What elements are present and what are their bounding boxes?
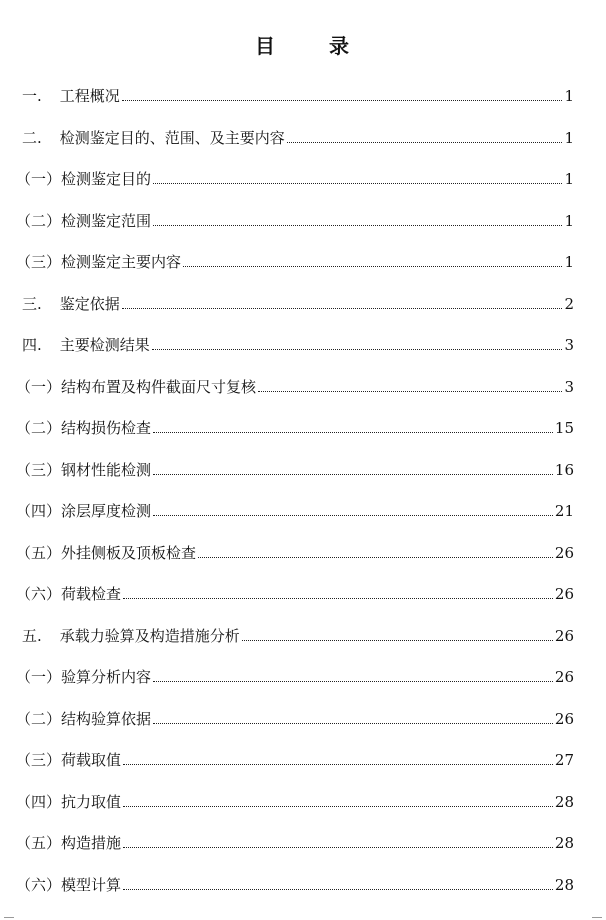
toc-dot-leader — [123, 889, 553, 890]
toc-page-number: 15 — [554, 419, 574, 437]
toc-page-number: 3 — [564, 377, 574, 396]
toc-entry-label — [16, 750, 122, 770]
toc-entry-number: （六） — [16, 875, 62, 894]
toc-entry[interactable] — [22, 78, 574, 106]
toc-page-number: 28 — [554, 875, 574, 894]
toc-page-number: 1 — [564, 128, 574, 147]
toc-entry[interactable] — [16, 742, 574, 770]
toc-entry-number: 五. — [22, 626, 42, 645]
toc-entry[interactable] — [22, 618, 574, 646]
title-char-left: 目 — [255, 34, 277, 58]
toc-entry-text: 结构损伤检查 — [61, 419, 152, 437]
toc-entry[interactable] — [16, 701, 574, 729]
toc-entry-label — [16, 377, 257, 397]
toc-entry-number: 三. — [22, 294, 42, 313]
page-corner-mark-left — [4, 917, 14, 918]
toc-entry[interactable] — [22, 327, 574, 355]
toc-page-number: 3 — [564, 336, 574, 354]
toc-entry-text: 结构布置及构件截面尺寸复核 — [61, 377, 257, 396]
toc-entry-number: （二） — [16, 419, 62, 437]
toc-entry[interactable] — [16, 244, 574, 272]
toc-entry-text: 荷载取值 — [61, 751, 122, 769]
toc-entry-number: （一） — [16, 668, 62, 686]
toc-entry-label — [22, 86, 120, 106]
toc-entry-text: 检测鉴定目的、范围、及主要内容 — [59, 128, 285, 147]
toc-dot-leader — [122, 308, 563, 309]
toc-entry-text: 主要检测结果 — [59, 336, 150, 354]
toc-entry-text: 钢材性能检测 — [61, 460, 152, 479]
toc-dot-leader — [122, 100, 563, 101]
toc-page-number: 26 — [554, 668, 574, 686]
toc-entry-text: 抗力取值 — [61, 792, 122, 811]
toc-page-number: 21 — [554, 502, 574, 520]
toc-entry-number: 二. — [22, 128, 42, 147]
toc-page-number: 2 — [564, 294, 574, 313]
toc-entry[interactable] — [16, 659, 574, 687]
toc-entry-label — [16, 875, 122, 895]
toc-dot-leader — [152, 349, 563, 350]
toc-entry[interactable] — [16, 369, 574, 397]
toc-page-number: 28 — [554, 834, 574, 852]
toc-entry-text: 承载力验算及构造措施分析 — [59, 626, 240, 645]
toc-entry-label — [16, 211, 152, 231]
toc-entry-label — [16, 792, 122, 812]
toc-entry[interactable] — [16, 535, 574, 563]
toc-dot-leader — [153, 474, 553, 475]
toc-page-number: 26 — [554, 626, 574, 645]
toc-entry[interactable] — [16, 452, 574, 480]
toc-dot-leader — [123, 598, 553, 599]
toc-dot-leader — [153, 432, 553, 433]
toc-dot-leader — [258, 391, 562, 392]
toc-entry[interactable] — [16, 161, 574, 189]
toc-entry-label — [16, 709, 152, 729]
toc-entry-text: 检测鉴定主要内容 — [61, 253, 182, 271]
toc-dot-leader — [183, 266, 562, 267]
toc-dot-leader — [198, 557, 553, 558]
page-corner-mark-right — [592, 917, 602, 918]
toc-entry-label — [16, 584, 122, 604]
toc-entry-number: （二） — [16, 211, 62, 230]
toc-entry[interactable] — [16, 203, 574, 231]
toc-dot-leader — [153, 681, 553, 682]
toc-dot-leader — [123, 847, 553, 848]
toc-dot-leader — [287, 142, 563, 143]
toc-entry[interactable] — [22, 286, 574, 314]
toc-page-number: 1 — [564, 253, 574, 271]
toc-page-number: 28 — [554, 792, 574, 811]
toc-entry-number: （三） — [16, 253, 62, 271]
toc-entry-number: 四. — [22, 336, 42, 354]
toc-entry-text: 外挂侧板及顶板检查 — [61, 543, 197, 562]
toc-dot-leader — [153, 183, 562, 184]
toc-entry-label — [16, 833, 122, 853]
toc-dot-leader — [242, 640, 553, 641]
toc-entry[interactable] — [16, 825, 574, 853]
toc-entry-number: （一） — [16, 170, 62, 188]
toc-entry-number: （四） — [16, 502, 62, 520]
toc-dot-leader — [123, 764, 553, 765]
toc-page-number: 16 — [554, 460, 574, 479]
toc-page-number: 1 — [564, 87, 574, 105]
toc-entry-text: 构造措施 — [61, 834, 122, 852]
toc-entry-text: 检测鉴定范围 — [61, 211, 152, 230]
toc-entry-text: 涂层厚度检测 — [61, 502, 152, 520]
toc-entry-label — [16, 501, 152, 521]
toc-entry-number: 一. — [22, 87, 42, 105]
toc-entry[interactable] — [16, 867, 574, 895]
toc-dot-leader — [153, 515, 553, 516]
toc-entry-text: 检测鉴定目的 — [61, 170, 152, 188]
toc-entry-label — [16, 418, 152, 438]
toc-entry-label — [16, 252, 182, 272]
toc-page-number: 27 — [554, 751, 574, 769]
toc-entry-number: （六） — [16, 585, 62, 603]
toc-entry-number: （五） — [16, 543, 62, 562]
toc-entry[interactable] — [16, 410, 574, 438]
toc-entry[interactable] — [16, 493, 574, 521]
toc-entry-label — [22, 294, 120, 314]
toc-page-number: 1 — [564, 170, 574, 188]
toc-entry-number: （五） — [16, 834, 62, 852]
toc-entry[interactable] — [16, 784, 574, 812]
toc-page-number: 1 — [564, 211, 574, 230]
toc-page-number: 26 — [554, 709, 574, 728]
toc-entry-label — [16, 667, 152, 687]
toc-entry-text: 验算分析内容 — [61, 668, 152, 686]
toc-entry-text: 结构验算依据 — [61, 709, 152, 728]
toc-entry[interactable] — [16, 576, 574, 604]
toc-entry-label — [22, 128, 285, 148]
toc-dot-leader — [153, 723, 553, 724]
toc-entry-number: （三） — [16, 460, 62, 479]
toc-entry-number: （二） — [16, 709, 62, 728]
toc-entry-label — [16, 169, 152, 189]
toc-entry-label — [16, 460, 152, 480]
page-title — [0, 30, 606, 59]
toc-entry-label — [16, 543, 197, 563]
toc-entry-number: （三） — [16, 751, 62, 769]
toc-entry-label — [22, 626, 240, 646]
toc-dot-leader — [153, 225, 562, 226]
toc-entry-label — [22, 335, 150, 355]
toc-entry-text: 工程概况 — [59, 87, 120, 105]
toc-page-number: 26 — [554, 585, 574, 603]
toc-entry-number: （四） — [16, 792, 62, 811]
toc-dot-leader — [123, 806, 553, 807]
toc-entry-text: 鉴定依据 — [59, 294, 120, 313]
toc-entry-text: 荷载检查 — [61, 585, 122, 603]
title-char-right: 录 — [329, 34, 351, 58]
toc-entry[interactable] — [22, 120, 574, 148]
toc-entry-text: 模型计算 — [61, 875, 122, 894]
toc-page-number: 26 — [554, 543, 574, 562]
toc-entry-number: （一） — [16, 377, 62, 396]
